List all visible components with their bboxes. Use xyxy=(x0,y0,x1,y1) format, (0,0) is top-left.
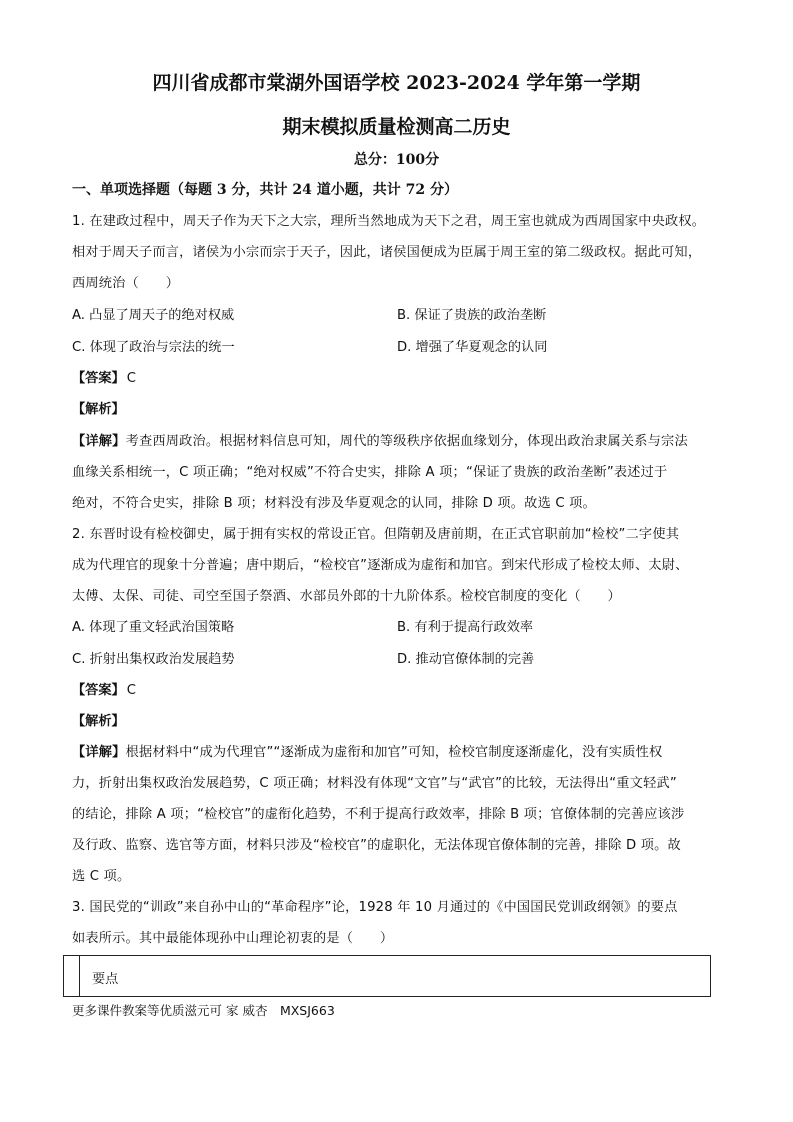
q2-detail-line: 及行政、监察、选官等方面，材料只涉及“检校官”的虚职化，无法体现官僚体制的完善，排除 D 项。故 xyxy=(72,838,681,853)
q2-detail-line xyxy=(72,743,727,763)
answer-value: C xyxy=(126,683,136,698)
q3-stem-line: 3. 国民党的“训政”来自孙中山的“革命程序”论，1928 年 10 月通过的《中国国民党训政纲领》的要点 xyxy=(72,900,678,915)
detail-label: 【详解】 xyxy=(72,434,126,449)
detail-text: 考查西周政治。根据材料信息可知，周代的等级秩序依据血缘划分，体现出政治隶属关系与宗法 xyxy=(125,434,688,449)
q2-detail-line: 力，折射出集权政治发展趋势，C 项正确；材料没有体现“文官”与“武官”的比较，无法得出“重文轻武” xyxy=(72,776,677,791)
answer-label: 【答案】 xyxy=(72,683,125,698)
detail-text: 根据材料中“成为代理官”“逐渐成为虚衔和加官”可知，检校官制度逐渐虚化，没有实质性权 xyxy=(125,745,663,760)
q2-option-a: A. 体现了重文轻武治国策略 xyxy=(72,620,235,635)
q1-answer xyxy=(72,369,136,389)
q1-analysis-label: 【解析】 xyxy=(72,402,125,417)
table-divider xyxy=(79,956,80,996)
q1-option-b: B. 保证了贵族的政治垄断 xyxy=(397,308,547,323)
q2-stem-line: 2. 东晋时设有检校御史，属于拥有实权的常设正官。但隋朝及唐前期，在正式官职前加“检校”二字使其 xyxy=(72,527,680,542)
section-heading: 一、单项选择题（每题 3 分，共计 24 道小题，共计 72 分） xyxy=(72,182,458,198)
total-score: 总分：100分 xyxy=(353,152,440,168)
q1-option-c: C. 体现了政治与宗法的统一 xyxy=(72,340,235,355)
q3-stem-line: 如表所示。其中最能体现孙中山理论初衷的是（ ） xyxy=(72,931,394,946)
doc-title-line1: 四川省成都市棠湖外国语学校 2023-2024 学年第一学期 xyxy=(152,72,641,94)
footer-watermark-text: 更多课件教案等优质滋元可 家 威杏 MXSJ663 xyxy=(72,1003,335,1018)
q2-stem-line: 太傅、太保、司徒、司空至国子祭酒、水部员外郎的十九阶体系。检校官制度的变化（ ） xyxy=(72,589,621,604)
q2-option-c: C. 折射出集权政治发展趋势 xyxy=(72,652,235,667)
q2-detail-line: 的结论，排除 A 项；“检校官”的虚衔化趋势，不利于提高行政效率，排除 B 项；官僚体制的完善应该涉 xyxy=(72,807,685,822)
q2-detail-line: 选 C 项。 xyxy=(72,869,131,884)
answer-value: C xyxy=(126,371,136,386)
q1-detail-line xyxy=(72,432,727,452)
answer-label: 【答案】 xyxy=(72,371,125,386)
q2-analysis-label: 【解析】 xyxy=(72,714,125,729)
q1-stem-line: 1. 在建政过程中，周天子作为天下之大宗，理所当然地成为天下之君，周王室也就成为西周国家中央政权。 xyxy=(72,214,706,229)
q1-option-d: D. 增强了华夏观念的认同 xyxy=(397,340,548,355)
q3-table xyxy=(63,955,711,997)
q1-detail-line: 血缘关系相统一，C 项正确；“绝对权威”不符合史实，排除 A 项；“保证了贵族的政治垄断”表述过于 xyxy=(72,465,668,480)
q1-option-a: A. 凸显了周天子的绝对权威 xyxy=(72,308,235,323)
q2-stem-line: 成为代理官的现象十分普遍；唐中期后，“检校官”逐渐成为虚衔和加官。到宋代形成了检校太师、太尉、 xyxy=(72,558,689,573)
q1-stem-line: 西周统治（ ） xyxy=(72,276,180,291)
q1-stem-line: 相对于周天子而言，诸侯为小宗而宗于天子，因此，诸侯国便成为臣属于周王室的第二级政权。据此可知， xyxy=(72,245,702,260)
q2-option-b: B. 有利于提高行政效率 xyxy=(397,620,534,635)
detail-label: 【详解】 xyxy=(72,745,126,760)
q2-answer xyxy=(72,681,136,701)
doc-title-line2: 期末模拟质量检测高二历史 xyxy=(282,116,511,138)
table-header-cell: 要点 xyxy=(92,972,119,987)
q2-option-d: D. 推动官僚体制的完善 xyxy=(397,652,535,667)
q1-detail-line: 绝对，不符合史实，排除 B 项；材料没有涉及华夏观念的认同，排除 D 项。故选 C 项。 xyxy=(72,496,596,511)
